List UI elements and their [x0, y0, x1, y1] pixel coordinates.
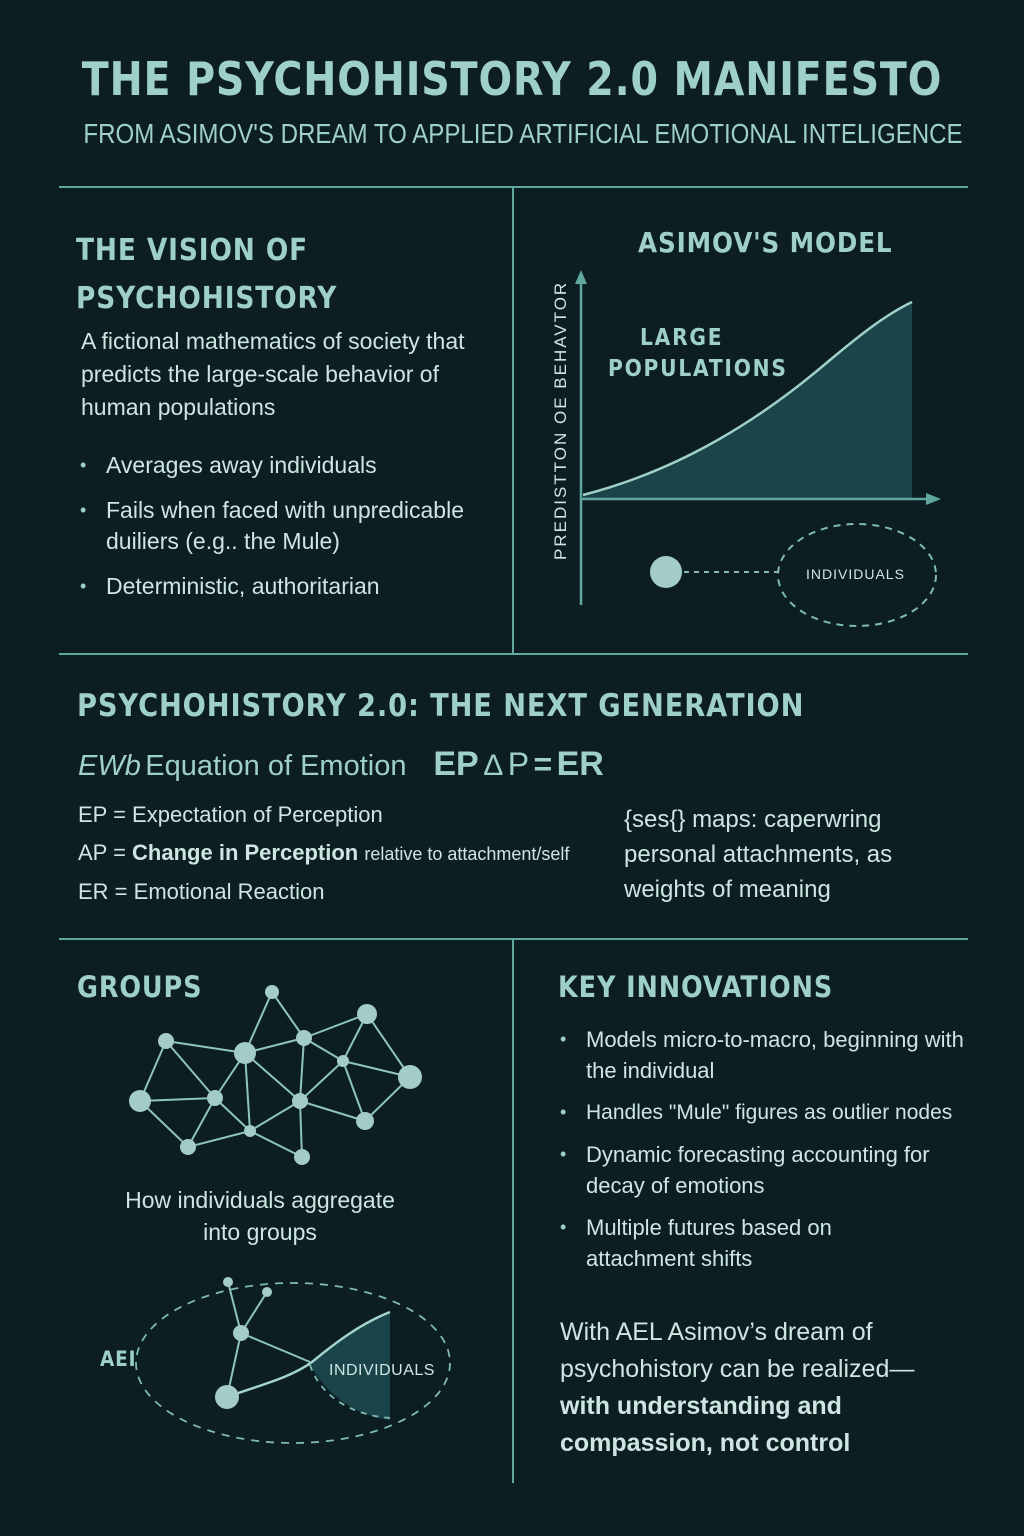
- equation-p: P: [507, 746, 530, 782]
- equation-name: Equation of Emotion: [145, 750, 407, 782]
- page-title: THE PSYCHOHISTORY 2.0 MANIFESTO: [81, 52, 943, 106]
- innovation-bullet: • Models micro-to-macro, beginning with the individual: [560, 1024, 985, 1086]
- aei-label: AEI: [100, 1347, 137, 1371]
- vision-heading-line2: PSYCHOHISTORY: [76, 281, 338, 316]
- y-axis-label: PREDISTTON OE BEHAVTOR: [551, 280, 570, 560]
- vision-heading-line1: THE VISION OF: [76, 233, 309, 268]
- vision-description: A fictional mathematics of society that predicts the large-scale behavior of human populations: [81, 328, 465, 420]
- definition-ep: EP = Expectation of Perception: [78, 802, 383, 827]
- asimov-model-heading: ASIMOV'S MODEL: [638, 226, 893, 259]
- innovation-bullet: • Multiple futures based on attachment shifts: [560, 1212, 846, 1274]
- innovation-bullet: • Handles "Mule" figures as outlier nodes: [560, 1097, 985, 1128]
- definition-er: ER = Emotional Reaction: [78, 879, 325, 904]
- groups-caption: How individuals aggregate into groups: [125, 1187, 395, 1245]
- groups-individuals-label: INDIVIDUALS: [329, 1362, 435, 1379]
- equation-delta: Δ: [483, 749, 504, 782]
- equation-rhs: ER: [556, 745, 604, 783]
- vision-bullet: • Deterministic, authoritarian: [80, 571, 500, 602]
- page-subtitle: FROM ASIMOV'S DREAM TO APPLIED ARTIFICIAL EMOTIONAL INTELIGENCE: [83, 118, 963, 149]
- vision-bullet: • Averages away individuals: [80, 450, 500, 481]
- key-innovations-list: [560, 1024, 985, 1285]
- groups-heading: GROUPS: [77, 970, 203, 1004]
- innovation-bullet: • Dynamic forecasting accounting for decay of emotions: [560, 1139, 985, 1201]
- equation-prefix: EWb: [78, 750, 141, 782]
- closing-statement: With AEL Asimov’s dream of psychohistory can be realized— with understanding and compassion, not control: [560, 1318, 915, 1457]
- curve-label-line1: LARGE: [640, 325, 724, 351]
- side-note: {ses{} maps: caperwring personal attachments, as weights of meaning: [624, 806, 893, 903]
- vision-bullet: • Fails when faced with unpredicable duiliers (e.g.. the Mule): [80, 495, 500, 557]
- next-generation-heading: PSYCHOHISTORY 2.0: THE NEXT GENERATION: [77, 688, 805, 724]
- definition-ap: AP = Change in Perception relative to attachment/self: [78, 840, 570, 865]
- curve-label-line2: POPULATIONS: [608, 356, 788, 382]
- key-innovations-heading: KEY INNOVATIONS: [558, 970, 834, 1004]
- equation-equals: =: [533, 746, 553, 782]
- equation-lhs: EP: [433, 745, 479, 783]
- individuals-label: INDIVIDUALS: [806, 566, 905, 582]
